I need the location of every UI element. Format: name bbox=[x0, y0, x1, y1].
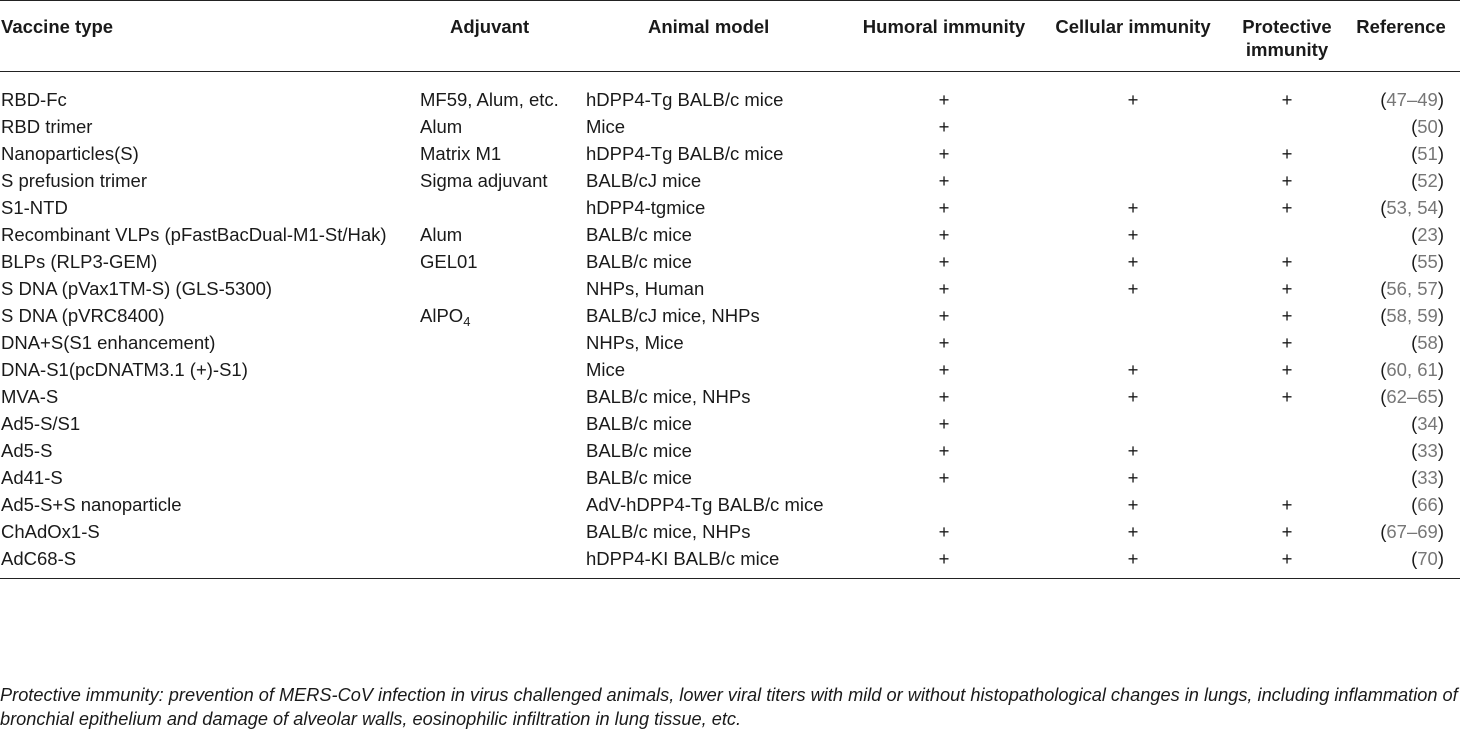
cell-cellular-immunity: + bbox=[1127, 467, 1139, 488]
cell-humoral-immunity: + bbox=[938, 548, 950, 569]
reference-link[interactable]: 67–69 bbox=[1386, 521, 1438, 542]
cell-reference bbox=[1342, 491, 1460, 518]
reference-link[interactable]: 58, 59 bbox=[1386, 305, 1438, 326]
cell-humoral-immunity: + bbox=[938, 359, 950, 380]
cell-protective-immunity: + bbox=[1281, 143, 1293, 164]
table-row bbox=[0, 329, 1460, 356]
cell-vaccine-type: S DNA (pVax1TM-S) (GLS-5300) bbox=[1, 278, 273, 299]
cell-adjuvant-text: GEL01 bbox=[420, 251, 478, 272]
cell-humoral-immunity bbox=[854, 491, 1034, 518]
reference-open-paren: ( bbox=[1411, 548, 1418, 569]
reference-open-paren: ( bbox=[1380, 89, 1387, 110]
cell-vaccine-type: Ad5-S/S1 bbox=[1, 413, 81, 434]
table-row bbox=[0, 221, 1460, 248]
cell-humoral-immunity: + bbox=[938, 467, 950, 488]
cell-reference bbox=[1342, 356, 1460, 383]
reference-close-paren: ) bbox=[1437, 359, 1444, 380]
cell-cellular-immunity bbox=[1034, 167, 1232, 194]
cell-vaccine-type: RBD trimer bbox=[1, 116, 93, 137]
cell-humoral-immunity: + bbox=[938, 521, 950, 542]
cell-adjuvant bbox=[420, 383, 586, 410]
cell-cellular-immunity: + bbox=[1127, 386, 1139, 407]
header-humoral-immunity: Humoral immunity bbox=[862, 16, 1026, 37]
cell-animal-model: hDPP4-Tg BALB/c mice bbox=[586, 89, 784, 110]
cell-animal-model: NHPs, Mice bbox=[586, 332, 684, 353]
cell-protective-immunity: + bbox=[1281, 359, 1293, 380]
cell-adjuvant bbox=[420, 437, 586, 464]
cell-vaccine-type: S1-NTD bbox=[1, 197, 68, 218]
cell-cellular-immunity: + bbox=[1127, 251, 1139, 272]
cell-vaccine-type: Nanoparticles(S) bbox=[1, 143, 139, 164]
reference-close-paren: ) bbox=[1437, 332, 1444, 353]
cell-humoral-immunity: + bbox=[938, 224, 950, 245]
reference-link[interactable]: 56, 57 bbox=[1386, 278, 1438, 299]
cell-animal-model: BALB/c mice bbox=[586, 413, 692, 434]
reference-open-paren: ( bbox=[1411, 467, 1418, 488]
cell-animal-model: BALB/cJ mice, NHPs bbox=[586, 305, 760, 326]
header-protective-immunity bbox=[1232, 1, 1342, 72]
reference-link[interactable]: 33 bbox=[1417, 467, 1438, 488]
cell-reference bbox=[1342, 383, 1460, 410]
reference-close-paren: ) bbox=[1437, 143, 1444, 164]
cell-vaccine-type: MVA-S bbox=[1, 386, 59, 407]
cell-protective-immunity: + bbox=[1281, 386, 1293, 407]
header-protective-line1: Protective bbox=[1242, 16, 1332, 37]
cell-protective-immunity: + bbox=[1281, 251, 1293, 272]
cell-humoral-immunity: + bbox=[938, 413, 950, 434]
reference-close-paren: ) bbox=[1437, 224, 1444, 245]
cell-vaccine-type: Recombinant VLPs (pFastBacDual-M1-St/Hak) bbox=[1, 224, 387, 245]
cell-animal-model: BALB/c mice bbox=[586, 224, 692, 245]
header-row bbox=[0, 1, 1460, 72]
cell-reference bbox=[1342, 167, 1460, 194]
reference-open-paren: ( bbox=[1380, 197, 1387, 218]
table-row bbox=[0, 383, 1460, 410]
cell-adjuvant bbox=[420, 491, 586, 518]
cell-reference bbox=[1342, 545, 1460, 579]
cell-adjuvant bbox=[420, 275, 586, 302]
reference-open-paren: ( bbox=[1411, 116, 1418, 137]
cell-protective-immunity: + bbox=[1281, 548, 1293, 569]
cell-cellular-immunity: + bbox=[1127, 197, 1139, 218]
cell-animal-model: BALB/cJ mice bbox=[586, 170, 702, 191]
reference-close-paren: ) bbox=[1437, 494, 1444, 515]
reference-open-paren: ( bbox=[1411, 251, 1418, 272]
cell-adjuvant bbox=[420, 221, 586, 248]
cell-adjuvant-subscript: 4 bbox=[463, 314, 471, 329]
cell-humoral-immunity: + bbox=[938, 305, 950, 326]
cell-animal-model: AdV-hDPP4-Tg BALB/c mice bbox=[586, 494, 824, 515]
reference-open-paren: ( bbox=[1411, 494, 1418, 515]
reference-open-paren: ( bbox=[1411, 224, 1418, 245]
cell-protective-immunity bbox=[1232, 221, 1342, 248]
reference-link[interactable]: 66 bbox=[1417, 494, 1438, 515]
cell-vaccine-type: S DNA (pVRC8400) bbox=[1, 305, 165, 326]
table-body bbox=[0, 72, 1460, 579]
reference-open-paren: ( bbox=[1411, 143, 1418, 164]
reference-link[interactable]: 34 bbox=[1417, 413, 1438, 434]
reference-close-paren: ) bbox=[1437, 170, 1444, 191]
table-row bbox=[0, 464, 1460, 491]
cell-adjuvant-text: Alum bbox=[420, 116, 463, 137]
reference-link[interactable]: 33 bbox=[1417, 440, 1438, 461]
reference-close-paren: ) bbox=[1437, 305, 1444, 326]
cell-cellular-immunity: + bbox=[1127, 224, 1139, 245]
cell-cellular-immunity bbox=[1034, 140, 1232, 167]
reference-link[interactable]: 53, 54 bbox=[1386, 197, 1438, 218]
cell-protective-immunity bbox=[1232, 113, 1342, 140]
reference-close-paren: ) bbox=[1437, 386, 1444, 407]
table-row bbox=[0, 545, 1460, 579]
cell-cellular-immunity: + bbox=[1127, 494, 1139, 515]
cell-cellular-immunity: + bbox=[1127, 278, 1139, 299]
reference-close-paren: ) bbox=[1437, 278, 1444, 299]
cell-vaccine-type: AdC68-S bbox=[1, 548, 77, 569]
cell-adjuvant bbox=[420, 194, 586, 221]
table-row bbox=[0, 356, 1460, 383]
cell-adjuvant bbox=[420, 248, 586, 275]
cell-animal-model: Mice bbox=[586, 116, 626, 137]
cell-reference bbox=[1342, 437, 1460, 464]
reference-link[interactable]: 62–65 bbox=[1386, 386, 1438, 407]
cell-reference bbox=[1342, 302, 1460, 329]
cell-vaccine-type: DNA-S1(pcDNATM3.1 (+)-S1) bbox=[1, 359, 248, 380]
cell-reference bbox=[1342, 518, 1460, 545]
cell-adjuvant-text: AlPO bbox=[420, 305, 464, 326]
reference-close-paren: ) bbox=[1437, 548, 1444, 569]
table-row bbox=[0, 72, 1460, 114]
reference-open-paren: ( bbox=[1380, 305, 1387, 326]
header-animal-model: Animal model bbox=[648, 16, 770, 37]
table-row bbox=[0, 140, 1460, 167]
cell-cellular-immunity: + bbox=[1127, 548, 1139, 569]
cell-protective-immunity: + bbox=[1281, 521, 1293, 542]
cell-animal-model: hDPP4-tgmice bbox=[586, 197, 706, 218]
cell-adjuvant bbox=[420, 167, 586, 194]
cell-protective-immunity: + bbox=[1281, 494, 1293, 515]
table-row bbox=[0, 275, 1460, 302]
cell-vaccine-type: BLPs (RLP3-GEM) bbox=[1, 251, 158, 272]
cell-reference bbox=[1342, 72, 1460, 114]
cell-animal-model: hDPP4-Tg BALB/c mice bbox=[586, 143, 784, 164]
cell-humoral-immunity: + bbox=[938, 170, 950, 191]
cell-reference bbox=[1342, 113, 1460, 140]
cell-vaccine-type: Ad41-S bbox=[1, 467, 63, 488]
reference-close-paren: ) bbox=[1437, 521, 1444, 542]
cell-protective-immunity: + bbox=[1281, 332, 1293, 353]
table-row bbox=[0, 167, 1460, 194]
cell-adjuvant bbox=[420, 410, 586, 437]
cell-reference bbox=[1342, 329, 1460, 356]
header-adjuvant: Adjuvant bbox=[450, 16, 530, 37]
cell-vaccine-type: DNA+S(S1 enhancement) bbox=[1, 332, 216, 353]
reference-link[interactable]: 47–49 bbox=[1386, 89, 1438, 110]
cell-protective-immunity bbox=[1232, 437, 1342, 464]
cell-cellular-immunity: + bbox=[1127, 440, 1139, 461]
reference-link[interactable]: 70 bbox=[1417, 548, 1438, 569]
cell-adjuvant bbox=[420, 140, 586, 167]
cell-humoral-immunity: + bbox=[938, 386, 950, 407]
table-row bbox=[0, 518, 1460, 545]
reference-close-paren: ) bbox=[1437, 440, 1444, 461]
table-row bbox=[0, 437, 1460, 464]
cell-cellular-immunity bbox=[1034, 329, 1232, 356]
cell-reference bbox=[1342, 248, 1460, 275]
cell-protective-immunity: + bbox=[1281, 170, 1293, 191]
table-row bbox=[0, 248, 1460, 275]
cell-vaccine-type: Ad5-S bbox=[1, 440, 53, 461]
cell-cellular-immunity: + bbox=[1127, 521, 1139, 542]
reference-close-paren: ) bbox=[1437, 467, 1444, 488]
reference-link[interactable]: 52 bbox=[1417, 170, 1438, 191]
header-protective-line2: immunity bbox=[1245, 39, 1329, 60]
reference-close-paren: ) bbox=[1437, 116, 1444, 137]
cell-reference bbox=[1342, 140, 1460, 167]
cell-adjuvant bbox=[420, 72, 586, 114]
cell-adjuvant bbox=[420, 113, 586, 140]
cell-reference bbox=[1342, 275, 1460, 302]
cell-adjuvant-text: Sigma adjuvant bbox=[420, 170, 548, 191]
reference-link[interactable]: 50 bbox=[1417, 116, 1438, 137]
header-reference: Reference bbox=[1356, 16, 1446, 37]
cell-animal-model: hDPP4-KI BALB/c mice bbox=[586, 548, 780, 569]
cell-protective-immunity bbox=[1232, 464, 1342, 491]
cell-humoral-immunity: + bbox=[938, 278, 950, 299]
cell-vaccine-type: RBD-Fc bbox=[1, 89, 67, 110]
cell-animal-model: NHPs, Human bbox=[586, 278, 705, 299]
cell-adjuvant bbox=[420, 302, 586, 329]
cell-adjuvant-text: Matrix M1 bbox=[420, 143, 502, 164]
reference-open-paren: ( bbox=[1380, 278, 1387, 299]
cell-animal-model: BALB/c mice bbox=[586, 467, 692, 488]
cell-humoral-immunity: + bbox=[938, 116, 950, 137]
cell-vaccine-type: S prefusion trimer bbox=[1, 170, 147, 191]
reference-open-paren: ( bbox=[1380, 359, 1387, 380]
reference-close-paren: ) bbox=[1437, 413, 1444, 434]
reference-link[interactable]: 51 bbox=[1417, 143, 1438, 164]
reference-close-paren: ) bbox=[1437, 89, 1444, 110]
reference-open-paren: ( bbox=[1380, 521, 1387, 542]
cell-vaccine-type: Ad5-S+S nanoparticle bbox=[1, 494, 182, 515]
reference-link[interactable]: 55 bbox=[1417, 251, 1438, 272]
cell-humoral-immunity: + bbox=[938, 251, 950, 272]
header-cellular-immunity: Cellular immunity bbox=[1055, 16, 1211, 37]
reference-close-paren: ) bbox=[1437, 251, 1444, 272]
cell-humoral-immunity: + bbox=[938, 89, 950, 110]
table-header bbox=[0, 1, 1460, 72]
cell-animal-model: BALB/c mice, NHPs bbox=[586, 386, 751, 407]
table-row bbox=[0, 194, 1460, 221]
cell-adjuvant-text: MF59, Alum, etc. bbox=[420, 89, 559, 110]
reference-open-paren: ( bbox=[1411, 413, 1418, 434]
cell-protective-immunity: + bbox=[1281, 89, 1293, 110]
cell-adjuvant bbox=[420, 518, 586, 545]
cell-protective-immunity: + bbox=[1281, 305, 1293, 326]
cell-vaccine-type: ChAdOx1-S bbox=[1, 521, 100, 542]
table-footnote: Protective immunity: prevention of MERS-CoV infection in virus challenged animals, lower viral titers with mild or without histopathological changes in lungs, including inflammation of bronchial epithelium and damage of alveolar walls, eosinophilic infiltration in lung tissue, etc. bbox=[0, 685, 1458, 729]
cell-reference bbox=[1342, 194, 1460, 221]
cell-adjuvant bbox=[420, 329, 586, 356]
cell-adjuvant bbox=[420, 356, 586, 383]
cell-cellular-immunity: + bbox=[1127, 89, 1139, 110]
cell-cellular-immunity bbox=[1034, 410, 1232, 437]
table-row bbox=[0, 491, 1460, 518]
cell-reference bbox=[1342, 221, 1460, 248]
reference-close-paren: ) bbox=[1437, 197, 1444, 218]
cell-humoral-immunity: + bbox=[938, 197, 950, 218]
cell-reference bbox=[1342, 464, 1460, 491]
cell-adjuvant bbox=[420, 464, 586, 491]
cell-humoral-immunity: + bbox=[938, 143, 950, 164]
cell-cellular-immunity: + bbox=[1127, 359, 1139, 380]
reference-open-paren: ( bbox=[1380, 386, 1387, 407]
cell-animal-model: BALB/c mice bbox=[586, 251, 692, 272]
cell-animal-model: Mice bbox=[586, 359, 626, 380]
cell-animal-model: BALB/c mice bbox=[586, 440, 692, 461]
reference-link[interactable]: 58 bbox=[1417, 332, 1438, 353]
cell-protective-immunity bbox=[1232, 410, 1342, 437]
cell-protective-immunity: + bbox=[1281, 197, 1293, 218]
table-row bbox=[0, 113, 1460, 140]
cell-cellular-immunity bbox=[1034, 113, 1232, 140]
reference-link[interactable]: 60, 61 bbox=[1386, 359, 1438, 380]
cell-animal-model: BALB/c mice, NHPs bbox=[586, 521, 751, 542]
cell-cellular-immunity bbox=[1034, 302, 1232, 329]
table-row bbox=[0, 302, 1460, 329]
header-vaccine-type: Vaccine type bbox=[1, 16, 114, 37]
cell-humoral-immunity: + bbox=[938, 332, 950, 353]
cell-adjuvant-text: Alum bbox=[420, 224, 463, 245]
reference-open-paren: ( bbox=[1411, 440, 1418, 461]
table-row bbox=[0, 410, 1460, 437]
cell-adjuvant bbox=[420, 545, 586, 579]
reference-link[interactable]: 23 bbox=[1417, 224, 1438, 245]
reference-open-paren: ( bbox=[1411, 332, 1418, 353]
cell-protective-immunity: + bbox=[1281, 278, 1293, 299]
cell-reference bbox=[1342, 410, 1460, 437]
cell-humoral-immunity: + bbox=[938, 440, 950, 461]
reference-open-paren: ( bbox=[1411, 170, 1418, 191]
